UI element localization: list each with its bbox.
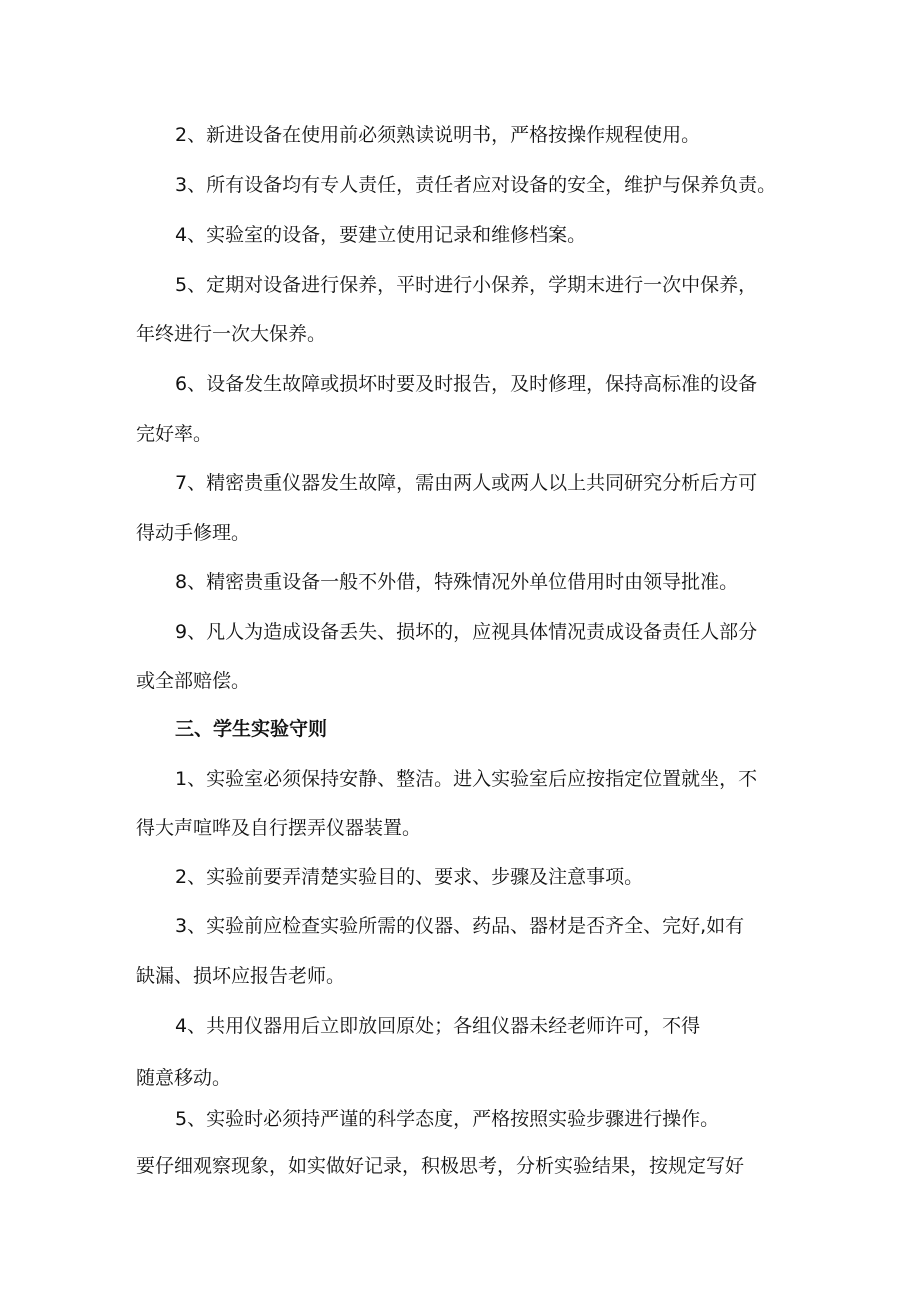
student-rule-2-line-1: 2、实验前要弄清楚实验目的、要求、步骤及注意事项。 <box>175 866 644 888</box>
student-rule-1-line-1: 1、实验室必须保持安静、整洁。进入实验室后应按指定位置就坐，不 <box>175 768 758 790</box>
rule-3-line-1: 3、所有设备均有专人责任，责任者应对设备的安全，维护与保养负责。 <box>175 174 777 196</box>
student-rule-5-line-1: 5、实验时必须持严谨的科学态度，严格按照实验步骤进行操作。 <box>175 1108 720 1130</box>
student-rule-4-line-2: 随意移动。 <box>136 1067 232 1089</box>
rule-6-line-2: 完好率。 <box>136 423 213 445</box>
section-3-heading: 三、学生实验守则 <box>175 718 328 740</box>
rule-9-line-2: 或全部赔偿。 <box>136 670 251 692</box>
rule-9-line-1: 9、凡人为造成设备丢失、损坏的，应视具体情况责成设备责任人部分 <box>175 621 758 643</box>
student-rule-4-line-1: 4、共用仪器用后立即放回原处；各组仪器未经老师许可，不得 <box>175 1015 701 1037</box>
rule-4-line-1: 4、实验室的设备，要建立使用记录和维修档案。 <box>175 224 587 246</box>
rule-7-line-1: 7、精密贵重仪器发生故障，需由两人或两人以上共同研究分析后方可 <box>175 472 758 494</box>
rule-2-line-1: 2、新进设备在使用前必须熟读说明书，严格按操作规程使用。 <box>175 124 701 146</box>
student-rule-3-line-1: 3、实验前应检查实验所需的仪器、药品、器材是否齐全、完好,如有 <box>175 915 745 937</box>
rule-7-line-2: 得动手修理。 <box>136 522 251 544</box>
rule-5-line-2: 年终进行一次大保养。 <box>136 323 327 345</box>
rule-8-line-1: 8、精密贵重设备一般不外借，特殊情况外单位借用时由领导批准。 <box>175 571 739 593</box>
student-rule-3-line-2: 缺漏、损坏应报告老师。 <box>136 965 346 987</box>
rule-6-line-1: 6、设备发生故障或损坏时要及时报告，及时修理，保持高标准的设备 <box>175 373 758 395</box>
student-rule-5-line-2: 要仔细观察现象，如实做好记录，积极思考，分析实验结果，按规定写好 <box>136 1155 745 1177</box>
rule-5-line-1: 5、定期对设备进行保养，平时进行小保养，学期末进行一次中保养， <box>175 274 758 296</box>
student-rule-1-line-2: 得大声喧哗及自行摆弄仪器装置。 <box>136 817 422 839</box>
